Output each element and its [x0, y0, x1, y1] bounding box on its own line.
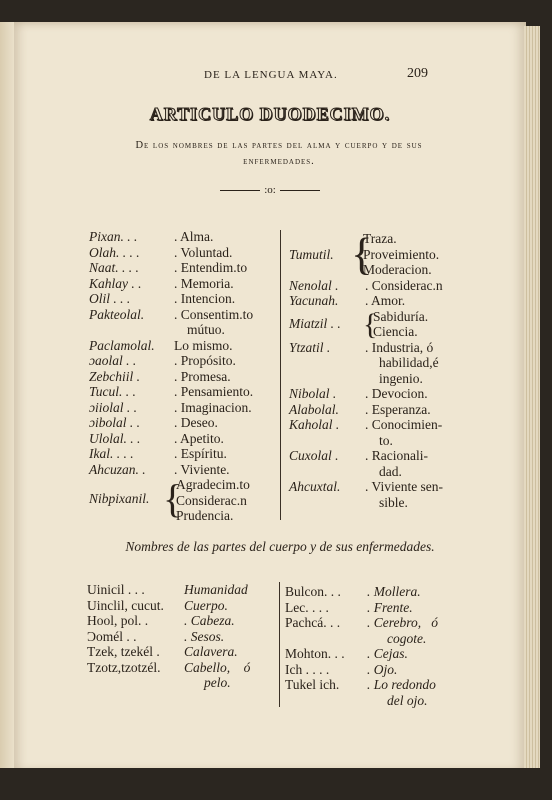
spanish-gloss: . Viviente sen- — [365, 479, 444, 494]
entry-row — [89, 291, 279, 307]
entry-row — [89, 353, 279, 369]
column-divider-top — [280, 230, 281, 520]
maya-term: Olah. . . . — [89, 244, 140, 260]
spanish-gloss: . Entendim.to — [174, 260, 248, 275]
spanish-gloss: . Apetito. — [174, 430, 224, 446]
entry-row — [289, 340, 469, 387]
maya-term: Tucul. . . — [89, 384, 136, 399]
spanish-gloss: . Consentim.to — [174, 306, 254, 322]
spanish-gloss: . Racionali- — [365, 448, 428, 463]
body-terms-right-column — [285, 584, 465, 708]
spanish-gloss: . Propósito. — [174, 353, 236, 368]
ornament-divider — [14, 184, 526, 196]
spanish-gloss: . Voluntad. — [174, 244, 233, 260]
entry-row — [89, 369, 279, 385]
maya-term-upright: Pachcá. . . — [285, 615, 341, 630]
spanish-gloss: Cuerpo. — [184, 597, 228, 613]
entry-row — [285, 600, 465, 616]
maya-term: Paclamolal. — [89, 337, 155, 353]
article-title: ARTICULO DUODECIMO. — [149, 104, 391, 124]
maya-term-upright: Tzek, tzekél . — [87, 644, 160, 659]
spanish-gloss-continued: pelo. — [204, 675, 231, 690]
maya-term-upright: Lec. . . . — [285, 599, 329, 615]
page-content — [14, 0, 526, 800]
maya-term-upright: Ich . . . . — [285, 661, 330, 677]
entry-row — [87, 613, 277, 629]
maya-term: Kahlay . . — [89, 275, 142, 291]
maya-term: ɔiiolal . . — [89, 399, 137, 415]
entry-row — [289, 293, 469, 309]
entry-row — [87, 598, 277, 614]
maya-term: Ikal. . . . — [89, 446, 134, 461]
spanish-gloss: to. — [379, 432, 393, 448]
spanish-gloss: . Alma. — [174, 229, 214, 244]
spanish-gloss: . Intencion. — [174, 291, 236, 306]
maya-term: Naat. . . . — [89, 260, 139, 275]
maya-term: Kaholal . — [289, 417, 340, 432]
spanish-gloss: Proveimiento. — [363, 246, 440, 262]
ornament-glyph: :o: — [264, 184, 276, 196]
spanish-gloss: Ciencia. — [373, 324, 418, 339]
spanish-gloss: Traza. — [363, 231, 397, 246]
column-divider-bottom — [279, 582, 280, 707]
page-edges — [524, 26, 540, 770]
spanish-gloss: . Conocimien- — [365, 417, 443, 432]
entry-row — [89, 431, 279, 447]
spanish-gloss: . Espíritu. — [174, 446, 227, 461]
entry-row — [89, 322, 279, 338]
maya-term: Ahcuxtal. — [289, 479, 341, 494]
spanish-gloss: . Industria, ó — [365, 339, 434, 355]
body-terms-left-column — [87, 582, 277, 691]
maya-term: Cuxolal . — [289, 448, 339, 463]
spanish-gloss: ingenio. — [379, 370, 423, 386]
maya-term: Ytzatil . — [289, 339, 331, 355]
maya-term: Tumutil. — [289, 246, 334, 262]
entry-row — [89, 415, 279, 431]
entry-row — [89, 338, 279, 354]
spanish-gloss: . Considerac.n — [365, 277, 443, 293]
spanish-gloss: . Devocion. — [365, 386, 428, 401]
entry-row — [289, 479, 469, 510]
entry-row — [289, 448, 469, 479]
entry-row — [289, 231, 469, 278]
spanish-gloss: Agradecim.to — [176, 477, 250, 492]
brace-glyph: { — [351, 229, 373, 279]
entry-row — [89, 260, 279, 276]
maya-term: Alabolal. — [289, 401, 339, 417]
maya-term-upright: Ɔomél . . — [87, 628, 137, 644]
maya-term: Ahcuzan. . — [89, 461, 146, 477]
spanish-gloss: . Imaginacion. — [174, 399, 252, 415]
entry-row — [285, 662, 465, 678]
spanish-gloss: . Cerebro, ó — [367, 615, 438, 630]
entry-row — [289, 402, 469, 418]
maya-term: Pakteolal. — [89, 306, 145, 322]
entry-row — [87, 660, 277, 691]
body-section-heading: Nombres de las partes del cuerpo y de sus enfermedades. — [125, 539, 435, 554]
maya-term-upright: Bulcon. . . — [285, 584, 341, 599]
entry-group — [89, 477, 279, 524]
spanish-gloss-continued: cogote. — [387, 630, 427, 646]
spanish-gloss: . Mollera. — [367, 584, 421, 599]
entry-row — [89, 245, 279, 261]
brace-glyph: { — [363, 307, 378, 341]
spanish-gloss: . Promesa. — [174, 368, 231, 384]
maya-term-upright: Hool, pol. . — [87, 613, 149, 628]
entry-row — [89, 462, 279, 478]
maya-term: Nibpixanil. — [89, 491, 150, 506]
entry-row — [289, 278, 469, 294]
maya-term-upright: Tzotz,tzotzél. — [87, 659, 161, 675]
maya-term-upright: Mohton. . . — [285, 646, 345, 661]
spanish-gloss: mútuo. — [187, 322, 225, 337]
soul-terms-left-column — [89, 229, 279, 524]
maya-term: Miatzil . . — [289, 316, 341, 332]
page-number: 209 — [407, 66, 428, 81]
spanish-gloss: . Amor. — [365, 293, 406, 308]
spanish-gloss: Humanidad — [184, 582, 248, 597]
ornament-rule-left — [220, 190, 260, 191]
entry-row — [87, 629, 277, 645]
entry-row — [89, 307, 279, 323]
spanish-gloss: . Pensamiento. — [174, 384, 254, 399]
spanish-gloss-continued: del ojo. — [387, 692, 428, 708]
entry-row — [289, 309, 469, 340]
spanish-gloss: . Viviente. — [174, 461, 230, 477]
spanish-gloss: . Deseo. — [174, 415, 218, 430]
spanish-gloss: . Memoria. — [174, 275, 234, 291]
spanish-gloss: habilidad,é — [379, 355, 439, 370]
entry-row — [89, 446, 279, 462]
spanish-gloss: . Lo redondo — [367, 677, 436, 692]
spanish-gloss: . Sesos. — [184, 628, 225, 644]
spanish-gloss: dad. — [379, 463, 402, 479]
soul-terms-right-column — [289, 231, 469, 510]
running-head: DE LA LENGUA MAYA. — [204, 69, 338, 81]
ornament-rule-right — [280, 190, 320, 191]
maya-term: Olil . . . — [89, 291, 131, 306]
spanish-gloss: Moderacion. — [363, 262, 432, 277]
spanish-gloss: Prudencia. — [176, 508, 234, 523]
spanish-gloss: sible. — [379, 494, 408, 510]
maya-term-upright: Uinicil . . . — [87, 582, 145, 597]
entry-row — [289, 417, 469, 448]
spanish-gloss: Sabiduría. — [373, 308, 429, 324]
spanish-gloss: . Cejas. — [367, 646, 408, 661]
entry-row — [89, 276, 279, 292]
maya-term: Ulolal. . . — [89, 430, 141, 446]
spanish-gloss: Considerac.n — [176, 492, 247, 508]
entry-row — [87, 644, 277, 660]
entry-row — [89, 384, 279, 400]
spanish-gloss: Lo mismo. — [174, 337, 233, 353]
maya-term: ɔaolal . . — [89, 353, 137, 368]
maya-term: ɔibolal . . — [89, 415, 140, 430]
maya-term: Nibolal . — [289, 386, 337, 401]
entry-row — [285, 646, 465, 662]
maya-term-upright: Uinclil, cucut. — [87, 597, 164, 613]
entry-row — [285, 584, 465, 600]
spanish-gloss: . Frente. — [367, 599, 413, 615]
brace-glyph: { — [163, 476, 183, 521]
entry-row — [285, 677, 465, 708]
spanish-gloss: . Esperanza. — [365, 401, 431, 417]
spanish-gloss: . Cabeza. — [184, 613, 235, 628]
entry-row — [289, 386, 469, 402]
spanish-gloss: Calavera. — [184, 644, 238, 659]
spanish-gloss: . Ojo. — [367, 661, 398, 677]
article-subtitle: De los nombres de las partes del alma y cuerpo y de sus enfermedades. — [135, 140, 423, 167]
entry-row — [87, 582, 277, 598]
entry-row — [89, 400, 279, 416]
maya-term-upright: Tukel ich. — [285, 677, 340, 692]
maya-term: Yacunah. — [289, 293, 339, 308]
entry-row — [89, 229, 279, 245]
maya-term: Zebchiil . — [89, 368, 140, 384]
entry-row — [285, 615, 465, 646]
maya-term: Nenolal . — [289, 277, 339, 293]
spanish-gloss: Cabello, ó — [184, 659, 251, 675]
maya-term: Pixan. . . — [89, 229, 138, 244]
